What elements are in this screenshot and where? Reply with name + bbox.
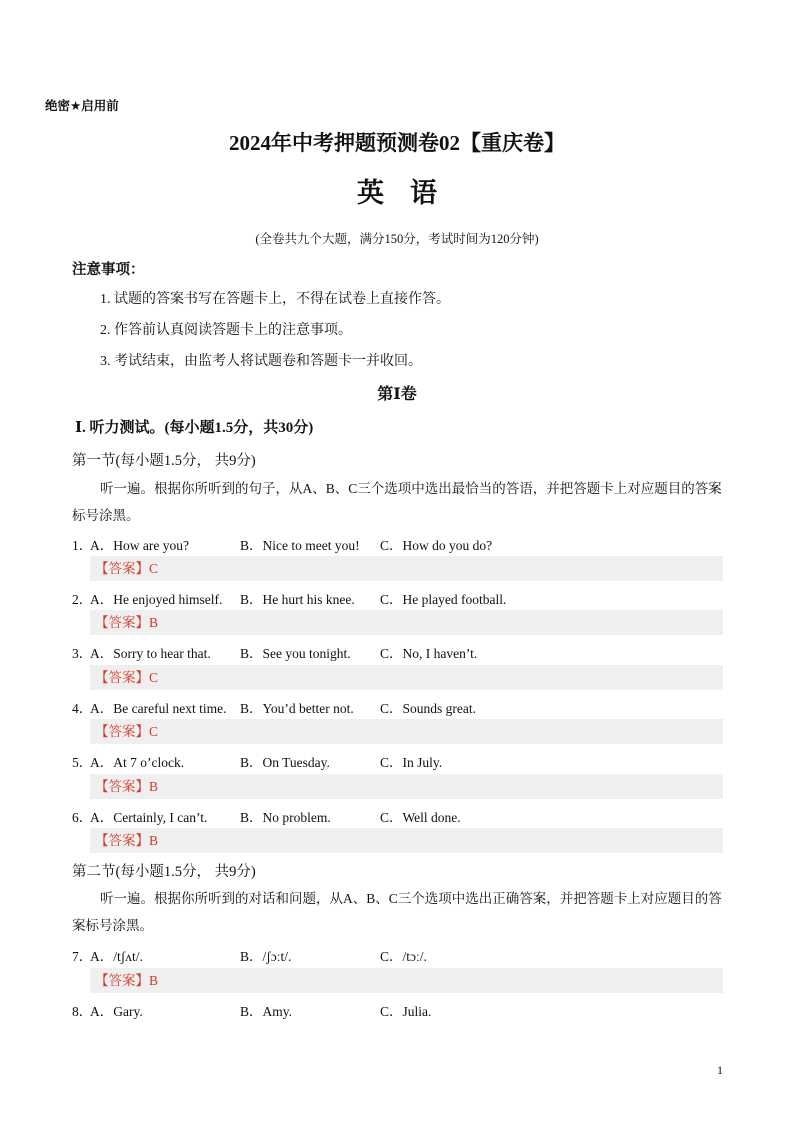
question-number: 5．: [72, 755, 93, 770]
question-number: 2．: [72, 592, 93, 607]
option-a: A．/tʃʌt/.: [90, 949, 143, 964]
option-b: B．He hurt his knee.: [240, 592, 355, 607]
answer-label: 【答案】: [95, 724, 149, 739]
option-a: A．How are you?: [90, 538, 189, 553]
answer-row-1: [90, 556, 723, 581]
option-c: C．Julia.: [380, 1004, 432, 1019]
answer-label: 【答案】: [95, 779, 149, 794]
answer-row-7: [90, 968, 723, 993]
option-b: B．You’d better not.: [240, 701, 354, 716]
option-b: B．See you tonight.: [240, 646, 351, 661]
option-c: C．Sounds great.: [380, 701, 476, 716]
answer-value: B: [149, 779, 159, 794]
answer-label: 【答案】: [95, 615, 149, 630]
notice-item: 3. 考试结束，由监考人将试题卷和答题卡一并收回。: [100, 354, 422, 369]
answer-label: 【答案】: [95, 833, 149, 848]
answer-row-5: [90, 774, 723, 799]
answer-label: 【答案】: [95, 561, 149, 576]
exam-meta: (全卷共九个大题，满分150分，考试时间为120分钟): [255, 232, 539, 246]
option-c: C．In July.: [380, 755, 443, 770]
option-b: B．Amy.: [240, 1004, 293, 1019]
part-title: 第Ⅰ卷: [377, 386, 417, 403]
answer-value: C: [149, 670, 159, 685]
notice-item: 1. 试题的答案书写在答题卡上，不得在试卷上直接作答。: [100, 292, 450, 307]
answer-row-6: [90, 828, 723, 853]
option-c: C．Well done.: [380, 810, 461, 825]
option-c: C．/tɔː/.: [380, 949, 427, 964]
question-number: 1．: [72, 538, 93, 553]
question-number: 8．: [72, 1004, 93, 1019]
answer-label: 【答案】: [95, 973, 149, 988]
confidential-mark: 绝密★启用前: [45, 98, 119, 113]
option-b: B．/ʃɔːt/.: [240, 949, 292, 964]
answer-value: C: [149, 561, 159, 576]
subsection-2-heading: 第二节(每小题1.5分， 共9分): [72, 864, 256, 880]
answer-row-2: [90, 610, 723, 635]
answer-value: B: [149, 833, 159, 848]
option-c: C．How do you do?: [380, 538, 493, 553]
subsection-1-heading: 第一节(每小题1.5分， 共9分): [72, 453, 256, 469]
notice-item: 2. 作答前认真阅读答题卡上的注意事项。: [100, 323, 352, 338]
option-a: A．At 7 o’clock.: [90, 755, 185, 770]
option-c: C．He played football.: [380, 592, 507, 607]
subject-title: 英语: [357, 178, 463, 209]
section-heading: Ⅰ. 听力测试。(每小题1.5分，共30分): [75, 420, 314, 436]
option-b: B．Nice to meet you!: [240, 538, 360, 553]
notice-heading: 注意事项：: [72, 262, 145, 278]
subsection-2-instruction: 听一遍。根据你所听到的对话和问题，从A、B、C三个选项中选出正确答案，并把答题卡上对应题目的答案标号涂黑。: [72, 891, 722, 933]
option-c: C．No, I haven’t.: [380, 646, 478, 661]
answer-row-3: [90, 665, 723, 690]
option-b: B．No problem.: [240, 810, 331, 825]
option-b: B．On Tuesday.: [240, 755, 330, 770]
answer-value: C: [149, 724, 159, 739]
question-number: 3．: [72, 646, 93, 661]
page-number: 1: [717, 1063, 723, 1077]
answer-label: 【答案】: [95, 670, 149, 685]
option-a: A．Sorry to hear that.: [90, 646, 211, 661]
question-number: 7．: [72, 949, 93, 964]
subsection-1-instruction: 听一遍。根据你所听到的句子，从A、B、C三个选项中选出最恰当的答语，并把答题卡上对应题目的答案标号涂黑。: [72, 481, 722, 523]
exam-title: 2024年中考押题预测卷02【重庆卷】: [229, 131, 565, 155]
answer-value: B: [149, 973, 159, 988]
option-a: A．He enjoyed himself.: [90, 592, 223, 607]
question-number: 4．: [72, 701, 93, 716]
option-a: A．Certainly, I can’t.: [90, 810, 208, 825]
answer-row-4: [90, 719, 723, 744]
question-number: 6．: [72, 810, 93, 825]
option-a: A．Be careful next time.: [90, 701, 227, 716]
option-a: A．Gary.: [90, 1004, 143, 1019]
answer-value: B: [149, 615, 159, 630]
